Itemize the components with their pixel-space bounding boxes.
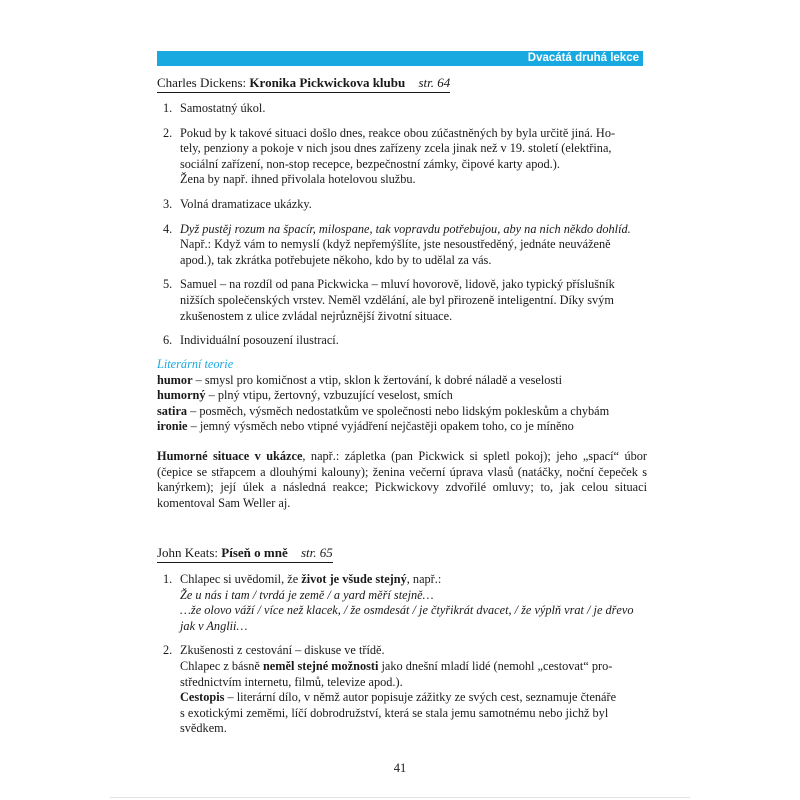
theory-title: Literární teorie: [157, 357, 234, 371]
list-item: [157, 126, 647, 188]
section-title: Kronika Pickwickova klubu: [249, 75, 406, 90]
list-item: [157, 572, 647, 634]
theory-term-row: [157, 419, 647, 435]
humor-lead: Humorné situace v ukázce: [157, 449, 303, 463]
item-line: [180, 690, 647, 706]
item-line: Volná dramatizace ukázky.: [180, 196, 312, 211]
poem-quote-line: Že u nás i tam / tvrdá je země / a yard měří stejně…: [180, 587, 434, 602]
item-text: Chlapec z básně: [180, 658, 263, 673]
theory-definition: – smysl pro komičnost a vtip, sklon k žertování, k dobré náladě a veselosti: [192, 372, 563, 387]
list-item: [157, 277, 647, 324]
item-number: 2.: [163, 643, 173, 658]
theory-term: humorný: [157, 388, 206, 403]
section-page-ref: str. 65: [300, 545, 333, 560]
item-number: 4.: [163, 221, 173, 236]
section-author: Charles Dickens:: [157, 75, 247, 90]
section-page-ref: str. 64: [418, 75, 451, 90]
item-line: [180, 659, 647, 675]
list-item: [157, 333, 647, 349]
item-number: 6.: [163, 333, 173, 348]
theory-term: satira: [157, 403, 188, 418]
theory-term-row: [157, 373, 647, 389]
item-line: apod.), tak zkrátka potřebujete někoho, kdo by to udělal za vás.: [180, 252, 492, 267]
item-text: jako dnešní mladí lidé (nemohl „cestovat“ pro-: [378, 658, 613, 673]
lesson-title: Dvacátá druhá lekce: [527, 52, 639, 64]
theory-definition: – posměch, výsměch nedostatkům ve společnosti nebo lidským pokleskům a chybám: [187, 403, 610, 418]
theory-term-row: [157, 404, 647, 420]
humor-text: , např.: zápletka (pan Pickwick si spletl pokoj); jeho „spací“ úbor (čepice se střapcem a dlouhými kalouny); ženina večerní úprava vlasů (natáčky, noční čepeček s kanýrkem); její úlek a následná reakce; Pickwickovy zdvořilé omluvy; to, jak celou situaci komentoval Sam Weller aj.: [157, 449, 647, 510]
list-item: [157, 643, 647, 737]
item-line: sociální zařízení, non-stop recepce, bezpečnostní zámky, čipové karty apod.).: [180, 156, 560, 171]
lesson-header-bar: [157, 51, 643, 66]
item-line: zkušenostem z ulice zvládal nejrůznější životní situace.: [180, 308, 453, 323]
item-line: Zkušenosti z cestování – diskuse ve třídě.: [180, 643, 385, 658]
item-number: 3.: [163, 196, 173, 211]
list-item: [157, 197, 647, 213]
list-item: [157, 101, 647, 117]
item-text: , např.:: [406, 572, 442, 586]
page-number: 41: [393, 761, 407, 775]
theory-term: humor: [157, 372, 193, 387]
poem-quote-line: …že olovo váží / více než klacek, / že osmdesát / je čtyřikrát dvacet, / že výplň vrat / je dřevo: [180, 603, 634, 618]
theory-definition: – jemný výsměch nebo vtipné vyjádření nejčastěji opakem toho, co je míněno: [187, 419, 574, 434]
item-emphasis: život je všude stejný: [301, 572, 407, 586]
poem-quote-line: jak v Anglii…: [180, 618, 248, 633]
item-line-quote: Dyž pustěj rozum na špacír, milospane, tak vopravdu potřebujou, aby na nich někdo dohlíd.: [180, 221, 631, 236]
item-line: střednictvím internetu, filmů, televize apod.).: [180, 674, 403, 689]
bottom-divider: [110, 797, 690, 798]
item-emphasis: Cestopis: [180, 690, 225, 705]
list-item: [157, 222, 647, 269]
dickens-task-list: [157, 101, 647, 358]
item-line: Pokud by k takové situaci došlo dnes, reakce obou zúčastněných by byla určitě jiná. Ho-: [180, 125, 616, 140]
section-author: John Keats:: [157, 545, 219, 560]
section-heading-dickens: [157, 75, 450, 93]
item-line: Samuel – na rozdíl od pana Pickwicka – mluví hovorově, lidově, jako typický příslušník: [180, 277, 615, 292]
item-line: tely, penziony a pokoje v nich jsou dnes zařízeny zcela jinak než v 19. století (elektřina,: [180, 141, 612, 156]
item-number: 5.: [163, 277, 173, 292]
item-line: [180, 572, 647, 588]
item-line: nižších společenských vrstev. Neměl vzdělání, ale byl přirozeně inteligentní. Díky svým: [180, 292, 614, 307]
item-text: Chlapec si uvědomil, že: [180, 572, 302, 586]
literary-theory-block: [157, 357, 647, 435]
theory-term: ironie: [157, 419, 188, 434]
section-title: Píseň o mně: [221, 545, 288, 560]
item-line: s exotickými zeměmi, líčí dobrodružství, která se stala jemu samotnému nebo jichž byl: [180, 705, 609, 720]
item-number: 1.: [163, 572, 173, 586]
item-number: 2.: [163, 125, 173, 140]
item-line: svědkem.: [180, 721, 227, 736]
theory-term-row: [157, 388, 647, 404]
item-number: 1.: [163, 101, 173, 115]
item-text: – literární dílo, v němž autor popisuje zážitky ze svých cest, seznamuje čtenáře: [224, 690, 617, 705]
section-heading-keats: [157, 545, 333, 563]
item-line: Např.: Když vám to nemyslí (když nepřemýšlíte, jste nesoustředěný, jednáte neuváženě: [180, 237, 611, 252]
item-line: Individuální posouzení ilustrací.: [180, 333, 339, 348]
item-line: Samostatný úkol.: [180, 101, 266, 115]
humor-situations-paragraph: [157, 449, 647, 511]
item-line: Žena by např. ihned přivolala hotelovou službu.: [180, 172, 416, 187]
keats-task-list: [157, 572, 647, 746]
theory-definition: – plný vtipu, žertovný, vzbuzující veselost, smích: [205, 388, 453, 403]
item-emphasis: neměl stejné možnosti: [262, 658, 379, 673]
